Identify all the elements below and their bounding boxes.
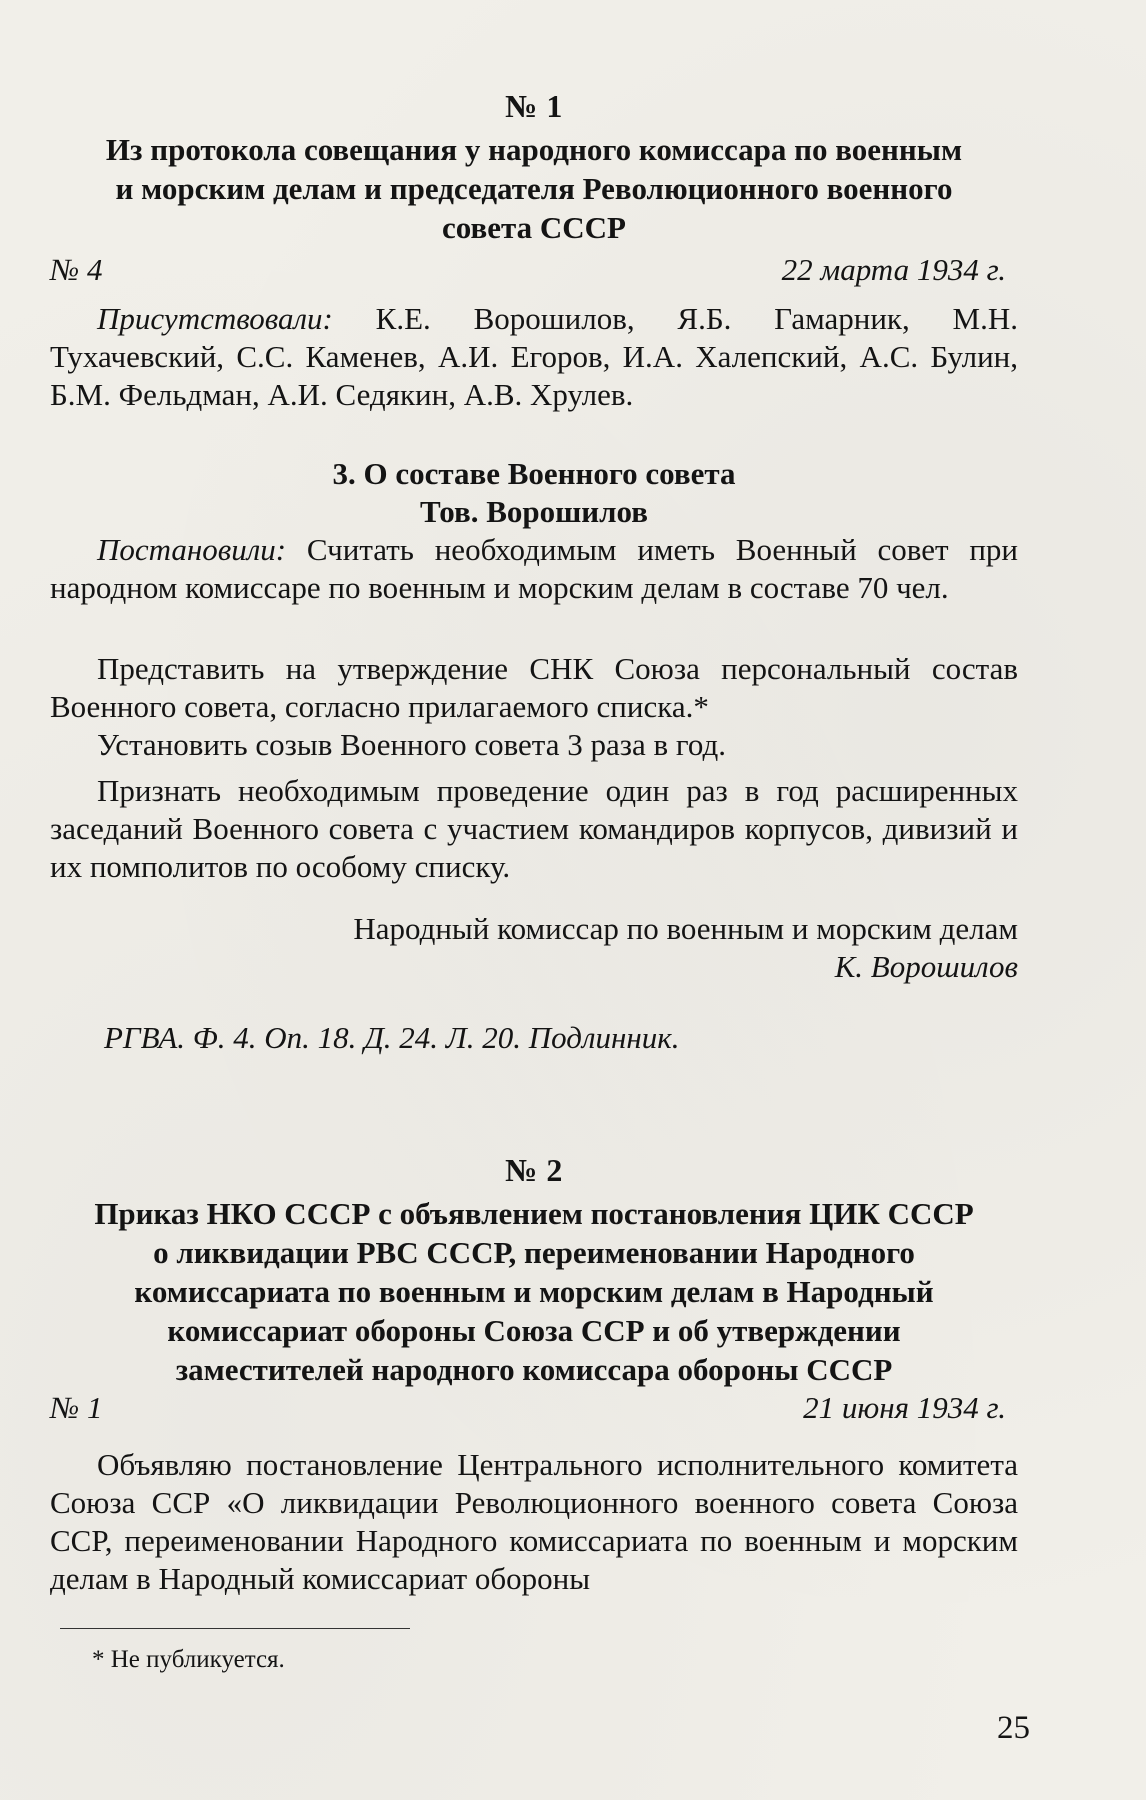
doc2-number: № 2 <box>505 1152 563 1188</box>
attendees-text: К.Е. Ворошилов, Я.Б. Гамарник, М.Н. Тухачевский, С.С. Каменев, А.И. Егоров, И.А. Халепский, А.С. Булин, Б.М. Фельдман, А.И. Седякин, А.В. Хрулев. <box>50 301 1018 412</box>
doc1-protocol-number: № 4 <box>50 252 103 287</box>
doc1-number: № 1 <box>505 88 563 124</box>
doc1-resolution <box>50 531 1018 607</box>
doc1-paragraph: Установить созыв Военного совета 3 раза в год. <box>97 727 726 762</box>
doc1-signer-name: К. Ворошилов <box>834 949 1018 984</box>
doc1-signer-title: Народный комиссар по военным и морским делам <box>353 911 1018 946</box>
doc1-title <box>50 130 1018 247</box>
footnote: * Не публикуется. <box>92 1646 285 1673</box>
doc1-title-line: и морским делам и председателя Революционного военного <box>115 171 953 206</box>
doc1-date: 22 марта 1934 г. <box>781 252 1006 287</box>
doc2-order-number: № 1 <box>50 1390 103 1425</box>
doc2-meta-row <box>50 1390 1018 1426</box>
doc2-title-line: комиссариата по военным и морским делам в Народный <box>134 1274 934 1309</box>
attendees-label: Присутствовали: <box>97 301 333 336</box>
page-number: 25 <box>997 1710 1030 1746</box>
doc2-title-line: заместителей народного комиссара обороны СССР <box>175 1352 893 1387</box>
footnote-divider <box>60 1628 410 1629</box>
doc1-section-title: 3. О составе Военного совета <box>332 456 736 491</box>
doc1-title-line: совета СССР <box>442 210 626 245</box>
doc1-meta-row <box>50 252 1018 288</box>
doc2-title <box>50 1194 1018 1389</box>
doc2-title-line: о ликвидации РВС СССР, переименовании Народного <box>153 1235 915 1270</box>
doc1-archive-reference: РГВА. Ф. 4. Оп. 18. Д. 24. Л. 20. Подлинник. <box>104 1020 680 1055</box>
doc1-title-line: Из протокола совещания у народного комиссара по военным <box>105 132 963 167</box>
resolution-label: Постановили: <box>97 532 287 567</box>
resolution-text: Считать необходимым иметь Военный совет при народном комиссаре по военным и морским делам в составе 70 чел. <box>50 532 1018 605</box>
doc1-section-speaker: Тов. Ворошилов <box>419 494 649 529</box>
doc2-body: Объявляю постановление Центрального исполнительного комитета Союза ССР «О ликвидации Революционного военного совета Союза ССР, переименовании Народного комиссариата по военным и морским делам в Народный комиссариат обороны <box>50 1447 1018 1596</box>
doc2-title-line: Приказ НКО СССР с объявлением постановления ЦИК СССР <box>94 1196 974 1231</box>
doc1-attendees <box>50 300 1018 414</box>
doc2-date: 21 июня 1934 г. <box>803 1390 1006 1425</box>
doc2-title-line: комиссариат обороны Союза ССР и об утверждении <box>167 1313 901 1348</box>
doc1-paragraph: Признать необходимым проведение один раз в год расширенных заседаний Военного совета с участием командиров корпусов, дивизий и их помполитов по особому списку. <box>50 773 1018 884</box>
doc1-paragraph: Представить на утверждение СНК Союза персональный состав Военного совета, согласно прилагаемого списка.* <box>50 651 1018 724</box>
